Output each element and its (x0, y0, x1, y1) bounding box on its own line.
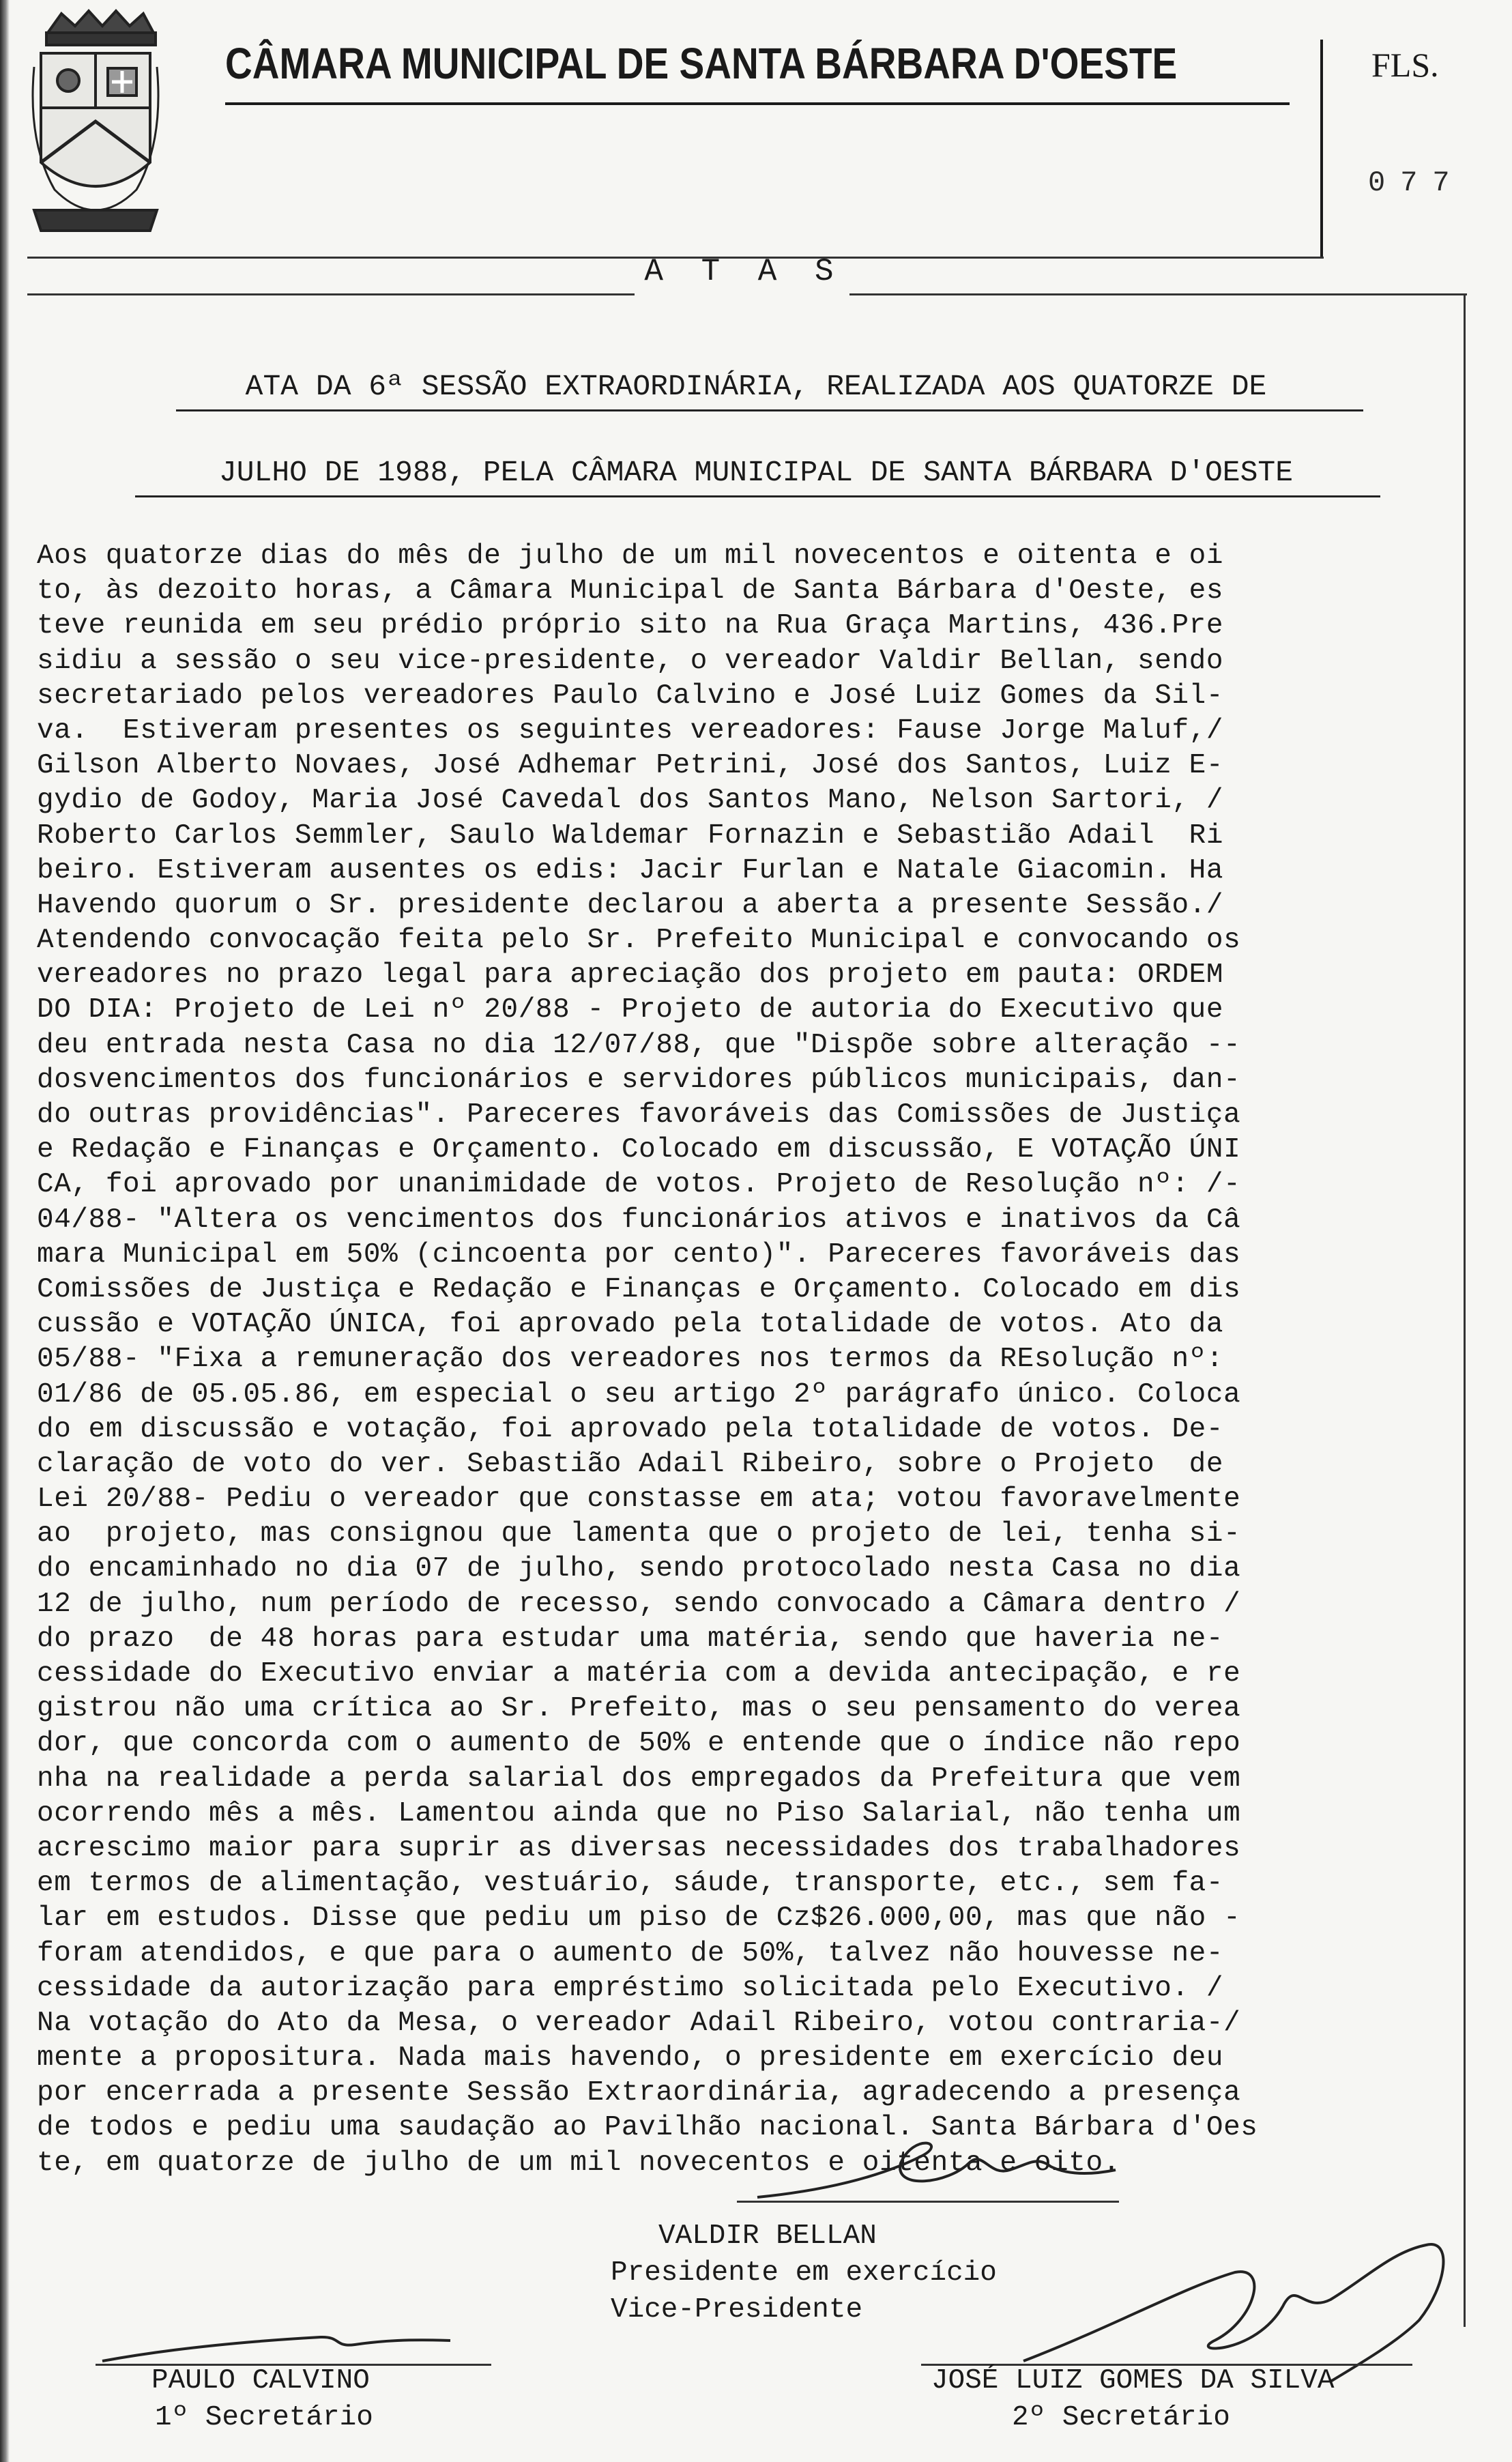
body-line: vereadores no prazo legal para apreciação dos projeto em pauta: ORDEM (37, 959, 1224, 991)
signature-block-first-secretary (151, 2362, 373, 2436)
document-title-line2: JULHO DE 1988, PELA CÂMARA MUNICIPAL DE SANTA BÁRBARA D'OESTE (218, 456, 1294, 489)
body-line: CA, foi aprovado por unanimidade de votos. Projeto de Resolução nº: /- (37, 1169, 1241, 1201)
signature-line-president (737, 2201, 1119, 2203)
body-line: Aos quatorze dias do mês de julho de um mil novecentos e oitenta e oi (37, 540, 1224, 572)
body-line: 04/88- "Altera os vencimentos dos funcionários ativos e inativos da Câ (37, 1204, 1241, 1236)
body-line: 05/88- "Fixa a remuneração dos vereadores nos termos da REsolução nº: (37, 1344, 1224, 1376)
body-line: Havendo quorum o Sr. presidente declarou a aberta a presente Sessão./ (37, 889, 1224, 921)
body-line: DO DIA: Projeto de Lei nº 20/88 - Projeto de autoria do Executivo que (37, 994, 1224, 1026)
body-line: secretariado pelos vereadores Paulo Calvino e José Luiz Gomes da Sil- (37, 680, 1224, 712)
title-underline-2 (135, 495, 1380, 497)
body-line: dosvencimentos dos funcionários e servidores públicos municipais, dan- (37, 1064, 1241, 1096)
header-divider (1320, 40, 1323, 258)
body-line: por encerrada a presente Sessão Extraordinária, agradecendo a presença (37, 2077, 1241, 2109)
body-line: 01/86 de 05.05.86, em especial o seu artigo 2º parágrafo único. Coloca (37, 1378, 1241, 1410)
body-line: cessidade do Executivo enviar a matéria com a devida antecipação, e re (37, 1658, 1241, 1690)
body-line: gydio de Godoy, Maria José Cavedal dos Santos Mano, Nelson Sartori, / (37, 785, 1224, 817)
body-line: foram atendidos, e que para o aumento de 50%, talvez não houvesse ne- (37, 1937, 1224, 1969)
body-line: dor, que concorda com o aumento de 50% e entende que o índice não repo (37, 1728, 1241, 1760)
folio-number: 077 (1368, 166, 1465, 199)
body-line: ocorrendo mês a mês. Lamentou ainda que no Piso Salarial, não tenha um (37, 1797, 1241, 1829)
minutes-body (37, 539, 1463, 2181)
body-line: Roberto Carlos Semmler, Saulo Waldemar Fornazin e Sebastião Adail Ri (37, 820, 1224, 852)
body-line: Na votação do Ato da Mesa, o vereador Adail Ribeiro, votou contraria-/ (37, 2007, 1241, 2039)
body-line: sidiu a sessão o seu vice-presidente, o vereador Valdir Bellan, sendo (37, 645, 1224, 677)
president-role: Presidente em exercício (611, 2257, 997, 2289)
section-label: A T A S (644, 254, 843, 289)
president-name: VALDIR BELLAN (658, 2220, 877, 2252)
body-line: nha na realidade a perda salarial dos empregados da Prefeitura que vem (37, 1763, 1241, 1795)
header-rule (225, 102, 1290, 105)
body-line: Atendendo convocação feita pelo Sr. Prefeito Municipal e convocando os (37, 925, 1241, 957)
body-line: do outras providências". Pareceres favoráveis das Comissões de Justiça (37, 1099, 1241, 1131)
body-line: cussão e VOTAÇÃO ÚNICA, foi aprovado pela totalidade de votos. Ato da (37, 1309, 1224, 1341)
title-underline-1 (176, 409, 1363, 411)
president-role-2: Vice-Presidente (611, 2294, 863, 2326)
signature-block-second-secretary (931, 2362, 1335, 2436)
body-line: deu entrada nesta Casa no dia 12/07/88, que "Dispõe sobre alteração -- (37, 1029, 1241, 1061)
document-title-line1: ATA DA 6ª SESSÃO EXTRAORDINÁRIA, REALIZADA AOS QUATORZE DE (245, 370, 1267, 403)
body-line: beiro. Estiveram ausentes os edis: Jacir Furlan e Natale Giacomin. Ha (37, 854, 1224, 886)
body-line: Lei 20/88- Pediu o vereador que constasse em ata; votou favoravelmente (37, 1483, 1241, 1516)
body-line: te, em quatorze de julho de um mil novecentos e oitenta e oito. (37, 2147, 1120, 2179)
body-line: ao projeto, mas consignou que lamenta que o projeto de lei, tenha si- (37, 1518, 1241, 1550)
body-line: do em discussão e votação, foi aprovado pela totalidade de votos. De- (37, 1413, 1224, 1445)
body-line: mente a propositura. Nada mais havendo, o presidente em exercício deu (37, 2042, 1224, 2074)
body-line: do encaminhado no dia 07 de julho, sendo protocolado nesta Casa no dia (37, 1553, 1241, 1585)
body-line: mara Municipal em 50% (cincoenta por cento)". Pareceres favoráveis das (37, 1239, 1241, 1271)
second-secretary-role: 2º Secretário (1012, 2402, 1230, 2433)
body-line: gistrou não uma crítica ao Sr. Prefeito, mas o seu pensamento do verea (37, 1693, 1241, 1725)
body-line: e Redação e Finanças e Orçamento. Colocado em discussão, E VOTAÇÃO ÚNI (37, 1134, 1241, 1166)
body-line: to, às dezoito horas, a Câmara Municipal de Santa Bárbara d'Oeste, es (37, 575, 1224, 607)
body-line: em termos de alimentação, vestuário, sáude, transporte, etc., sem fa- (37, 1868, 1224, 1900)
second-secretary-name: JOSÉ LUIZ GOMES DA SILVA (931, 2365, 1335, 2396)
body-line: Gilson Alberto Novaes, José Adhemar Petrini, José dos Santos, Luiz E- (37, 750, 1224, 782)
body-line: Comissões de Justiça e Redação e Finanças e Orçamento. Colocado em dis (37, 1273, 1241, 1305)
body-line: claração de voto do ver. Sebastião Adail Ribeiro, sobre o Projeto de (37, 1448, 1224, 1480)
first-secretary-role: 1º Secretário (155, 2402, 373, 2433)
body-line: va. Estiveram presentes os seguintes vereadores: Fause Jorge Maluf,/ (37, 714, 1224, 747)
body-line: acrescimo maior para suprir as diversas necessidades dos trabalhadores (37, 1832, 1241, 1864)
body-line: 12 de julho, num período de recesso, sendo convocado a Câmara dentro / (37, 1588, 1241, 1620)
institution-title: CÂMARA MUNICIPAL DE SANTA BÁRBARA D'OESTE (225, 39, 1178, 88)
body-line: do prazo de 48 horas para estudar uma matéria, sendo que haveria ne- (37, 1623, 1224, 1655)
right-margin-rule (1464, 293, 1466, 2327)
municipal-coat-of-arms-icon (27, 5, 164, 251)
body-line: cessidade da autorização para empréstimo solicitada pelo Executivo. / (37, 1972, 1224, 2004)
president-signature (744, 2136, 1126, 2211)
first-secretary-name: PAULO CALVINO (151, 2365, 370, 2396)
body-line: teve reunida em seu prédio próprio sito na Rua Graça Martins, 436.Pre (37, 610, 1224, 642)
signature-block-president (611, 2218, 997, 2328)
section-rule-right (849, 293, 1467, 295)
fls-label: FLS. (1371, 46, 1439, 84)
section-rule-left (27, 293, 635, 295)
body-line: lar em estudos. Disse que pediu um piso de Cz$26.000,00, mas que não - (37, 1902, 1241, 1935)
body-line: de todos e pediu uma saudação ao Pavilhão nacional. Santa Bárbara d'Oes (37, 2112, 1258, 2144)
